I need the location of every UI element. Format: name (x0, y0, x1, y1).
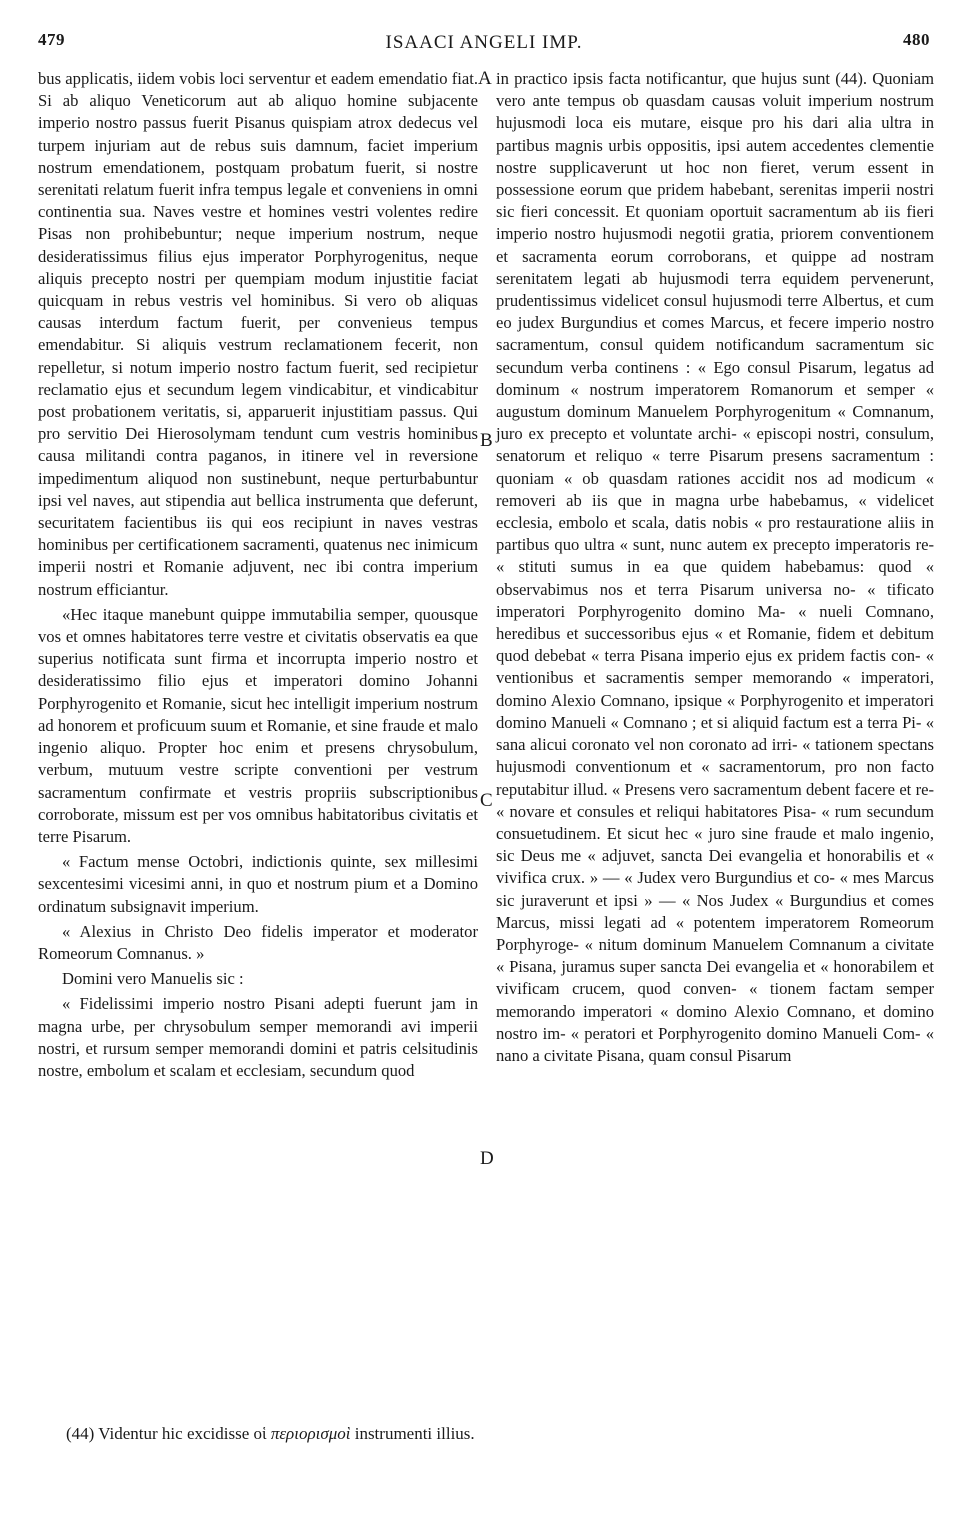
page-header (38, 24, 930, 54)
left-paragraph-2: «Hec itaque manebunt quippe immutabilia semper, quousque vos et omnes habitatores terre vestre et civitatis observatis ea que superius notificata sunt firma et incorrupta imperio nostro et desideratissimo filio ejus et imperatori domino Johanni Porphyrogenito et Romanie, sicut hec intelligit imperium nostrum ad honorem et proficuum suum et Romanie, et sine fraude et malo ingenio aliquo. Propter hoc enim et presens chrysobulum, verbum, mutuum vestre scripte conventioni per vestrum sacramentum confirmate et vestris propriis subscriptionibus corroborate, missum est per vos omnibus habitatoribus civitatis et terre Pisarum. (38, 604, 478, 846)
margin-marker-d: D (480, 1148, 494, 1169)
left-paragraph-6: « Fidelissimi imperio nostro Pisani adepti fuerunt jam in magna urbe, per chrysobulum semper memorandi avi imperii nostri, et rursum semper memorandi domini et patris celsitudinis nostre, embolum et scalam et ecclesiam, secundum quod (38, 994, 478, 1080)
left-paragraph-5: Domini vero Manuelis sic : (62, 969, 244, 989)
left-paragraph-1: bus applicatis, iidem vobis loci serventur et eadem emendatio fiat. Si ab aliquo Veneticorum aut ab aliquo homine subjacente imperio nostro passus fuerit Pisanus quispiam atrox dedecus vel turpem injuriam aut de rebus suis damnum, faciet imperium nostrum emendationem, postquam probatum fuerit, si nostre serenitati relatum fuerit infra tempus legale et conveniens in omni continentia sua. Naves vestre et homines vestri volentes redire Pisas non prohibebuntur; neque imperium nostrum, neque desideratissimus filius ejus imperator Porphyrogenitus, neque aliquis precepto nostri per quempiam modum injustitie faciat quicquam in rebus vestris vel hominibus. Si vero ob aliquas causas interdum factum fuerit, per convenieus tempus emendabitur. Si aliquis vestrum reclamationem fecerit, non repelletur, si notum imperio nostro factum fuerit, sed recipietur reclamatio ejus et secundum legem vindicabitur, et vindicabitur post probationem veritatis, si, apparuerit injustitiam passus. Qui pro servitio Dei Hierosolymam tendunt cum vestris hominibus causa militandi contra paganos, in itinere vel in reversione impedimentum aliquod non sustinebunt, neque perturbabuntur ipsi vel naves, aut stipendia aut bellica instrumenta que deferunt, securitatem facientibus iis qui eos recipiunt in naves vestras hominibus per certificationem sacramenti, quatenus nec inimicum imperii nostri et Romanie adjuvent, nec ibi contra imperium nostrum efficiantur. (38, 69, 478, 599)
right-column (496, 68, 934, 1067)
margin-marker-a: A (478, 68, 492, 89)
left-paragraph-4: « Alexius in Christo Deo fidelis imperator et moderator Romeorum Comnanus. » (38, 921, 478, 963)
page-number-right: 480 (903, 30, 930, 49)
footnote-greek: περιορισμοὶ (270, 1424, 351, 1443)
page-number-left: 479 (38, 30, 65, 49)
left-column (38, 68, 478, 1082)
margin-marker-b: B (480, 430, 493, 451)
footnote-text-before: (44) Videntur hic excidisse οἱ (66, 1424, 267, 1443)
footnote (66, 1424, 926, 1444)
running-title: ISAACI ANGELI IMP. (385, 32, 583, 53)
left-paragraph-3: « Factum mense Octobri, indictionis quinte, sex millesimi sexcentesimi vicesimi anni, in quo et nostrum pium et a Domino ordinatum subsignavit imperium. (38, 852, 478, 916)
footnote-text-after: instrumenti illius. (354, 1424, 475, 1443)
right-paragraph-1: in practico ipsis facta notificantur, que hujus sunt (44). Quoniam vero ante tempus ob quasdam causas voluit imperium nostrum hujusmodi loca eis mutare, eisque pro his dari alia ultra in partibus magnis urbis oppositis, ipsi autem accedentes clementie nostre supplicaverunt ut hoc non fieret, verum essent in possessione eorum que pridem habebant, serenitas imperii nostri sic fieri concessit. Et quoniam oportuit sacramentum ab iis fieri imperio nostro hujusmodi negotii gratia, priorem conventionem et sacramenta eorum corroborans, et quippe ad nostram serenitatem legati ab hujusmodi terra equidem pervenerunt, prudentissimus videlicet consul hujusmodi terre Albertus, et cum eo judex Burgundius et comes Marcus, et fecere imperio nostro sacramentum, consul quidem notificandum sacramentum sic secundum verba continens : « Ego consul Pisarum, legatus ad dominum « nostrum imperatorem Romanorum et semper « augustum dominum Manuelem Porphyrogenitum « Comnanum, juro ex precepto et voluntate archi- « episcopi nostri, consulum, senatorum et reliquo « terre Pisarum presens sacramentum : quoniam « ob quasdam rationes accidit nos ad modicum « removeri ab iis que in magna urbe habebamus, « videlicet ecclesia, embolo et scala, datis nobis « pro restauratione aliis in partibus quo ultra « sunt, nunc autem ex precepto imperatoris re- « stituti sumus in ea que quidem habebamus: quod « observabimus nos et terra Pisarum universa no- « tificato imperatori Porphyrogenito domino Ma- « nueli Comnano, heredibus et successoribus ejus « et Romanie, fidem et debitum quod debebat « terra Pisana imperio ejus ex pridem factis con- « ventionibus et sacramentis semper memorando « imperatori, domino Alexio Comnano, ipsique « Porphyrogenito et imperatori domino Manueli « Comnano ; et si aliquid factum est a terra Pi- « sana alicui coronato vel non coronato ad irri- « tationem spectans hujusmodi conventionum et « sacramentorum, pro non facto reputabitur illud. « Presens vero sacramentum debent facere et re- « novare et consules et reliqui habitatores Pisa- « rum secundum consuetudinem. Et sicut hec « juro sine fraude et malo ingenio, sic Deus me « adjuvet, sancta Dei evangelia et honorabilis et « vivifica crux. » — « Judex vero Burgundius et co- « mes Marcus sic juraverunt et ipsi » — « Nos Judex « Burgundius et comes Marcus, missi legati ad « potentem imperatorem Romeorum Porphyroge- « nitum dominum Manuelem Comnanum a civitate « Pisana, juramus super sancta Dei evangelia et « honorabilem et vivificam crucem, quod conven- « tionem factam semper memorando imperatori « domino Alexio Comnano, et domino nostro im- « peratori et Porphyrogenito domino Manueli Com- « nano a civitate Pisana, quam consul Pisarum (496, 69, 934, 1065)
margin-marker-c: C (480, 790, 493, 811)
